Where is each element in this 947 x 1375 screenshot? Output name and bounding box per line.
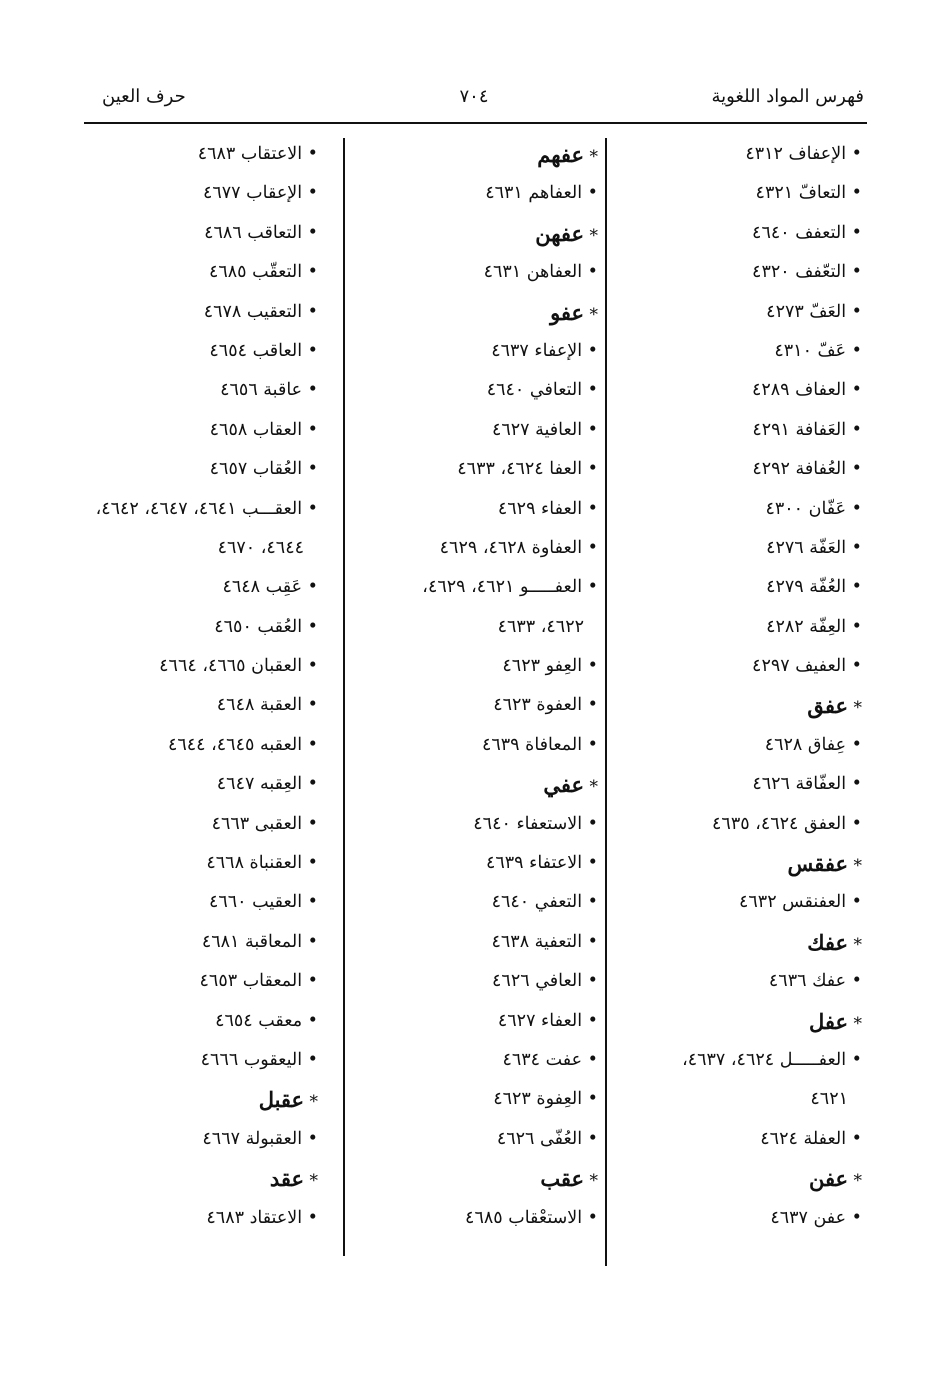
index-entry: • العفاف ٤٢٨٩ <box>612 371 862 410</box>
index-entry: • العفاوة ٤٦٢٨، ٤٦٢٩ <box>352 529 598 568</box>
index-entry: • العقبان ٤٦٦٥، ٤٦٦٤ <box>84 647 318 686</box>
root-heading: * عفهم <box>352 135 598 174</box>
root-heading: * عفل <box>612 1002 862 1041</box>
index-entry: • اليعقوب ٤٦٦٦ <box>84 1041 318 1080</box>
index-entry: • المعقاب ٤٦٥٣ <box>84 962 318 1001</box>
index-entry: • العفيف ٤٢٩٧ <box>612 647 862 686</box>
index-entry: • عاقبة ٤٦٥٦ <box>84 371 318 410</box>
page-header <box>84 86 864 116</box>
index-entry: • العقاب ٤٦٥٨ <box>84 411 318 450</box>
index-entry: • العافي ٤٦٢٦ <box>352 962 598 1001</box>
root-heading: * عقد <box>84 1159 318 1198</box>
index-entry: • العفلة ٤٦٢٤ <box>612 1120 862 1159</box>
index-entry: • العِفوة ٤٦٢٣ <box>352 1080 598 1119</box>
index-entry: • العُفافة ٤٢٩٢ <box>612 450 862 489</box>
index-entry: • العقبى ٤٦٦٣ <box>84 805 318 844</box>
index-column-right <box>612 135 862 1238</box>
index-entry: • الإعفاف ٤٣١٢ <box>612 135 862 174</box>
column-divider-right <box>605 138 607 1266</box>
index-entry: • العفوة ٤٦٢٣ <box>352 686 598 725</box>
chapter-title: حرف العين <box>102 86 186 107</box>
index-entry: • عَفّ ٤٣١٠ <box>612 332 862 371</box>
index-entry: • المعافاة ٤٦٣٩ <box>352 726 598 765</box>
index-entry: • التعقّب ٤٦٨٥ <box>84 253 318 292</box>
index-entry: • العقبه ٤٦٤٥، ٤٦٤٤ <box>84 726 318 765</box>
index-entry: • الإعفاء ٤٦٣٧ <box>352 332 598 371</box>
index-title: فهرس المواد اللغوية <box>711 86 864 107</box>
index-entry: • التعّفف ٤٣٢٠ <box>612 253 862 292</box>
index-entry: • التعافّ ٤٣٢١ <box>612 174 862 213</box>
index-entry: • العفق ٤٦٢٤، ٤٦٣٥ <box>612 805 862 844</box>
index-column-left <box>84 135 318 1238</box>
root-heading: * عفي <box>352 765 598 804</box>
index-entry: • العافية ٤٦٢٧ <box>352 411 598 450</box>
index-entry: • العَفّ ٤٢٧٣ <box>612 293 862 332</box>
index-entry: • العَفّة ٤٢٧٦ <box>612 529 862 568</box>
index-entry: • العَفافة ٤٢٩١ <box>612 411 862 450</box>
page-number: ٧٠٤ <box>459 86 489 107</box>
root-heading: * عقب <box>352 1159 598 1198</box>
index-entry: • التعفف ٤٦٤٠ <box>612 214 862 253</box>
column-divider-left <box>343 138 345 1256</box>
index-entry: • التعاقب ٤٦٨٦ <box>84 214 318 253</box>
index-entry: • عِفاق ٤٦٢٨ <box>612 726 862 765</box>
entry-continuation: ٤٦٢١ <box>810 1089 848 1110</box>
index-entry: • التعفي ٤٦٤٠ <box>352 883 598 922</box>
index-entry: • التعقيب ٤٦٧٨ <box>84 293 318 332</box>
index-entry: • الاستعفاء ٤٦٤٠ <box>352 805 598 844</box>
root-heading: * عفك <box>612 923 862 962</box>
index-entry: • عفك ٤٦٣٦ <box>612 962 862 1001</box>
index-entry: • العقبولة ٤٦٦٧ <box>84 1120 318 1159</box>
index-entry: • المعاقبة ٤٦٨١ <box>84 923 318 962</box>
root-heading: * عفقس <box>612 844 862 883</box>
index-entry: • العفاء ٤٦٢٧ <box>352 1002 598 1041</box>
index-entry: • العفّاقة ٤٦٢٦ <box>612 765 862 804</box>
root-heading: * عفهن <box>352 214 598 253</box>
index-entry: • الاعتفاء ٤٦٣٩ <box>352 844 598 883</box>
index-column-middle <box>352 135 598 1238</box>
index-entry: • العقبة ٤٦٤٨ <box>84 686 318 725</box>
index-entry: • العفاهن ٤٦٣١ <box>352 253 598 292</box>
index-entry: • التعافي ٤٦٤٠ <box>352 371 598 410</box>
entry-continuation: ٤٦٢٢، ٤٦٣٣ <box>497 616 584 637</box>
index-entry: • العُقب ٤٦٥٠ <box>84 608 318 647</box>
entry-continuation: ٤٦٤٤، ٤٦٧٠ <box>217 537 304 558</box>
index-entry: • العفـــــل ٤٦٢٤، ٤٦٣٧، <box>612 1041 862 1080</box>
index-entry: • عَقِب ٤٦٤٨ <box>84 568 318 607</box>
root-heading: * عقبل <box>84 1080 318 1119</box>
index-entry: • الاعتقاد ٤٦٨٣ <box>84 1199 318 1238</box>
index-entry: • العاقب ٤٦٥٤ <box>84 332 318 371</box>
index-entry: • عفن ٤٦٣٧ <box>612 1199 862 1238</box>
index-entry: • عَفّان ٤٣٠٠ <box>612 490 862 529</box>
index-entry: • الاعتقاب ٤٦٨٣ <box>84 135 318 174</box>
header-rule <box>84 122 867 124</box>
index-entry: • العِفو ٤٦٢٣ <box>352 647 598 686</box>
index-entry: • عفت ٤٦٣٤ <box>352 1041 598 1080</box>
index-entry: • التعفية ٤٦٣٨ <box>352 923 598 962</box>
root-heading: * عفق <box>612 686 862 725</box>
index-entry: • الاستعْقاب ٤٦٨٥ <box>352 1199 598 1238</box>
index-entry: • العفاء ٤٦٢٩ <box>352 490 598 529</box>
index-entry: • العقيب ٤٦٦٠ <box>84 883 318 922</box>
index-entry: • العُقاب ٤٦٥٧ <box>84 450 318 489</box>
root-heading: * عفو <box>352 293 598 332</box>
index-entry: • العفاهم ٤٦٣١ <box>352 174 598 213</box>
index-entry: • العقنباة ٤٦٦٨ <box>84 844 318 883</box>
root-heading: * عفن <box>612 1159 862 1198</box>
index-entry: • العفنقس ٤٦٣٢ <box>612 883 862 922</box>
index-entry: • العقـــب ٤٦٤١، ٤٦٤٧، ٤٦٤٢، <box>84 490 318 529</box>
index-entry: • العفا ٤٦٢٤، ٤٦٣٣ <box>352 450 598 489</box>
index-entry: • العِقبه ٤٦٤٧ <box>84 765 318 804</box>
index-entry: • العُفّة ٤٢٧٩ <box>612 568 862 607</box>
index-entry: • العُفّى ٤٦٢٦ <box>352 1120 598 1159</box>
index-entry: • الإعقاب ٤٦٧٧ <box>84 174 318 213</box>
index-entry: • معقب ٤٦٥٤ <box>84 1002 318 1041</box>
index-entry: • العِفّة ٤٢٨٢ <box>612 608 862 647</box>
index-entry: • العفـــــو ٤٦٢١، ٤٦٢٩، <box>352 568 598 607</box>
